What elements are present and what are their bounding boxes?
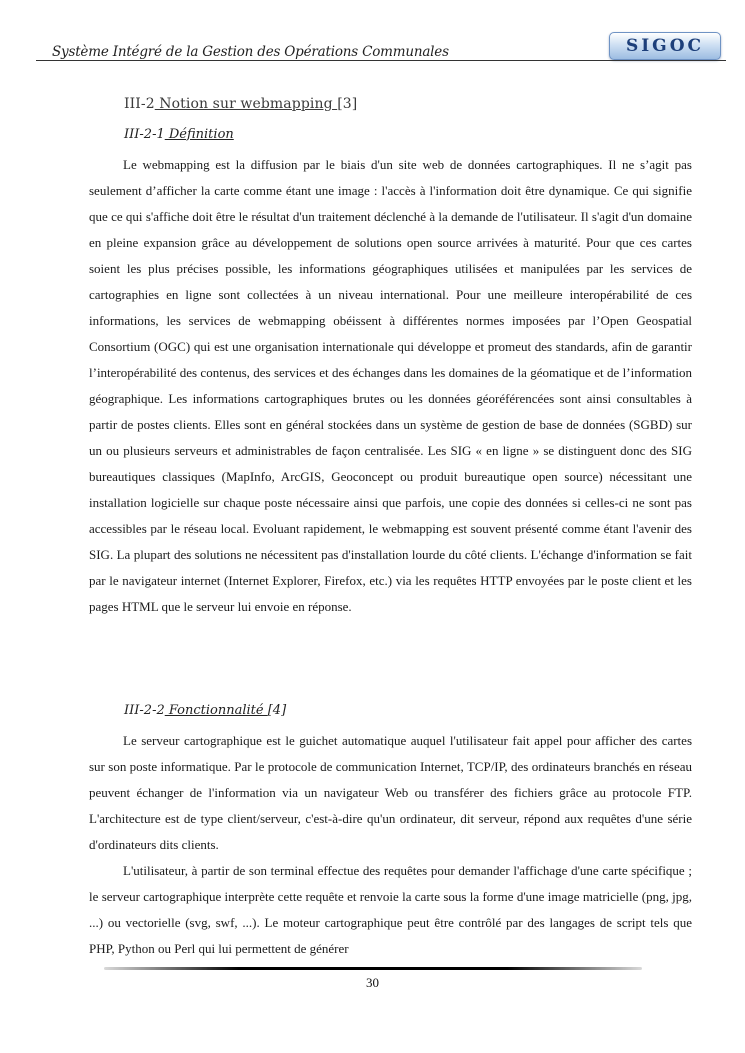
subsection-number: III-2-1 xyxy=(124,127,165,142)
subsection-title: Fonctionnalité xyxy=(164,703,268,718)
footer-divider xyxy=(104,967,642,970)
header-divider xyxy=(36,60,726,61)
subsection-reference: [4] xyxy=(267,703,287,718)
paragraph-fonctionnalite-1: Le serveur cartographique est le guichet automatique auquel l'utilisateur fait appel pour afficher des cartes sur son poste informatique. Par le protocole de communication Internet, TCP/IP, des ordinateurs branchés en réseau peuvent échanger de l'information via un navigateur Web ou transférer des fichiers grâce au protocole FTP. L'architecture est de type client/serveur, c'est-à-dire qu'un ordinateur, dit serveur, répond aux requêtes d'une série d'ordinateurs dits clients. xyxy=(89,733,692,852)
page-number: 30 xyxy=(366,975,379,990)
subsection-number: III-2-2 xyxy=(124,703,165,718)
paragraph-fonctionnalite-2: L'utilisateur, à partir de son terminal effectue des requêtes pour demander l'affichage d'une carte spécifique ; le serveur cartographique interprète cette requête et renvoie la carte sous la forme d'une image matricielle (png, jpg, ...) ou vectorielle (svg, swf, ...). Le moteur cartographique peut être contrôlé par des langages de script tels que PHP, Python ou Perl qui lui permettent de générer xyxy=(89,863,692,956)
header-title: Système Intégré de la Gestion des Opérations Communales xyxy=(52,44,449,60)
subsection-title: Définition xyxy=(164,127,234,142)
section-reference: [3] xyxy=(337,96,358,112)
subsection-heading-definition xyxy=(124,127,234,142)
subsection-heading-fonctionnalite xyxy=(124,703,286,718)
paragraph-definition: Le webmapping est la diffusion par le biais d'un site web de données cartographiques. Il ne s’agit pas seulement d’afficher la carte comme étant une image : l'accès à l'information doit être dynamique. Ce qui signifie que ce qui s'affiche doit être le résultat d'un traitement déclenché à la demande de l'utilisateur. Il s'agit d'un domaine en pleine expansion grâce au développement de solutions open source arrivées à maturité. Pour que ces cartes soient les plus précises possible, les informations géographiques utilisées et manipulées par les services de cartographies en ligne sont collectées à un niveau international. Pour une meilleure interopérabilité de ces informations, les services de webmapping obéissent à différentes normes imposées par l’Open Geospatial Consortium (OGC) qui est une organisation internationale qui développe et promeut des standards, afin de garantir l’interopérabilité des contenus, des services et des échanges dans les domaines de la géomatique et de l’information géographique. Les informations cartographiques brutes ou les données géoréférencées sont ainsi consultables à partir de postes clients. Elles sont en général stockées dans un système de gestion de base de données (SGBD) sur un ou plusieurs serveurs et administrables de façon centralisée. Les SIG « en ligne » se distinguent donc des SIG bureautiques classiques (MapInfo, ArcGIS, Geoconcept ou produit bureautique open source) nécessitant une installation logicielle sur chaque poste nécessaire ainsi que parfois, une copie des données si celles-ci ne sont pas accessibles par le réseau local. Evoluant rapidement, le webmapping est souvent présenté comme étant l'avenir des SIG. La plupart des solutions ne nécessitent pas d'installation lourde du côté clients. L'échange d'information se fait par le navigateur internet (Internet Explorer, Firefox, etc.) via les requêtes HTTP envoyées par le poste client et les pages HTML que le serveur lui envoie en réponse. xyxy=(89,157,692,614)
section-heading xyxy=(124,96,357,112)
section-number: III-2 xyxy=(124,96,155,112)
sigoc-logo: SIGOC xyxy=(609,32,721,60)
section-title: Notion sur webmapping xyxy=(154,96,338,112)
